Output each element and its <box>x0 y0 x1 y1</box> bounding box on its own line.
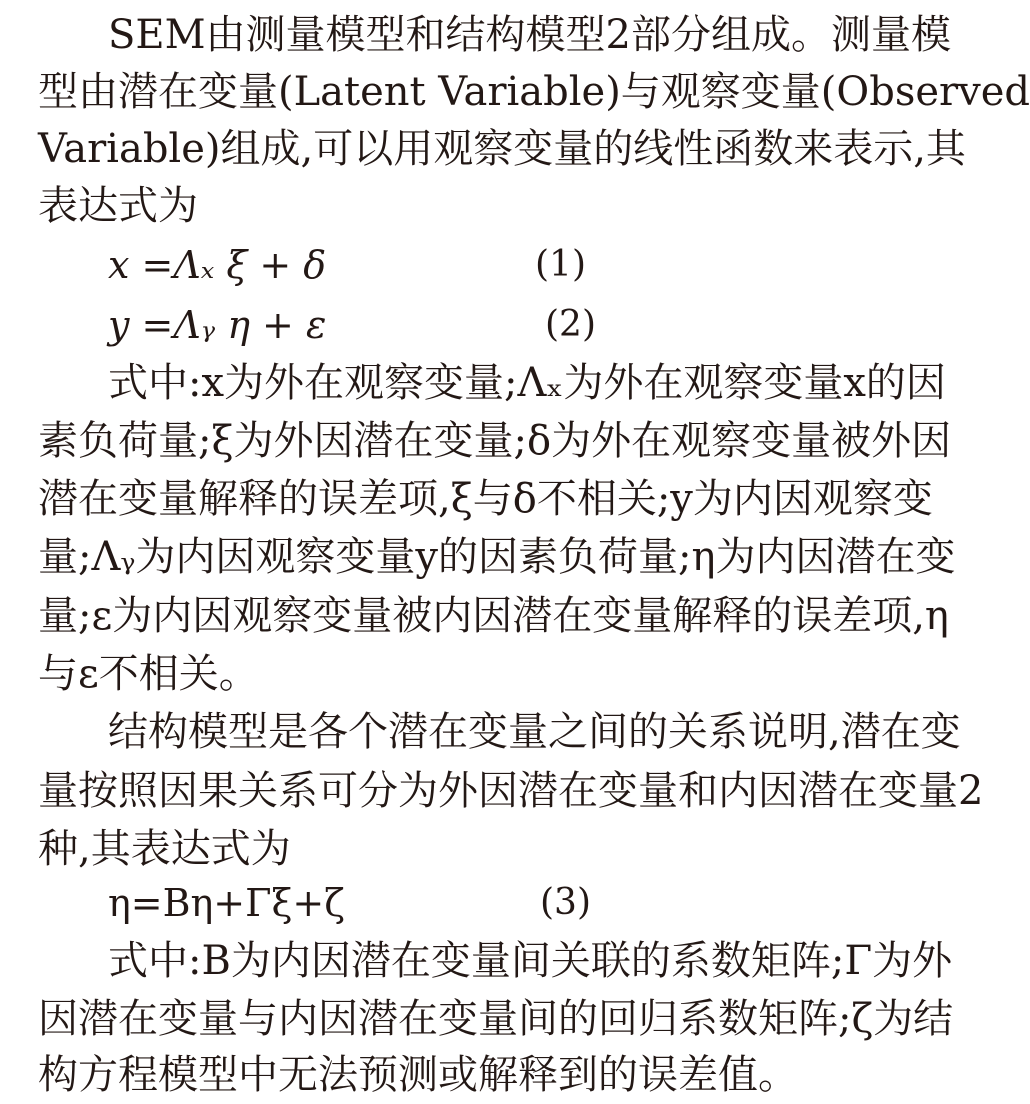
paragraph-3-line-2: 量按照因果关系可分为外因潜在变量和内因潜在变量2 <box>38 768 984 814</box>
paragraph-4-line-2: 因潜在变量与内因潜在变量间的回归系数矩阵;ζ为结 <box>38 996 954 1042</box>
paragraph-4-line-1: 式中:B为内因潜在变量间关联的系数矩阵;Γ为外 <box>108 938 953 984</box>
equation-2-number: (2) <box>545 304 596 345</box>
paragraph-4-line-3: 构方程模型中无法预测或解释到的误差值。 <box>38 1052 798 1098</box>
paragraph-3-line-1: 结构模型是各个潜在变量之间的关系说明,潜在变 <box>108 709 961 755</box>
equation-1: x =Λₓ ξ + δ <box>108 243 327 287</box>
paragraph-2-line-1: 式中:x为外在观察变量;Λₓ为外在观察变量x的因 <box>108 360 946 406</box>
paragraph-2-line-2: 素负荷量;ξ为外因潜在变量;δ为外在观察变量被外因 <box>38 418 952 464</box>
equation-3: η=Bη+Γξ+ζ <box>108 881 345 925</box>
paragraph-2-line-6: 与ε不相关。 <box>38 651 259 697</box>
equation-2: y =Λᵧ η + ε <box>108 303 327 347</box>
paragraph-2-line-5: 量;ε为内因观察变量被内因潜在变量解释的误差项,η <box>38 593 949 639</box>
equation-1-number: (1) <box>535 244 586 285</box>
paragraph-1-line-2: 型由潜在变量(Latent Variable)与观察变量(Observed <box>38 69 1030 115</box>
paragraph-1-line-3: Variable)组成,可以用观察变量的线性函数来表示,其 <box>38 126 966 172</box>
paragraph-2-line-4: 量;Λᵧ为内因观察变量y的因素负荷量;η为内因潜在变 <box>38 534 956 580</box>
paragraph-1-line-1: SEM由测量模型和结构模型2部分组成。测量模 <box>108 12 952 58</box>
equation-3-number: (3) <box>540 882 591 923</box>
paragraph-1-line-4: 表达式为 <box>38 183 198 229</box>
paragraph-3-line-3: 种,其表达式为 <box>38 826 291 872</box>
paragraph-2-line-3: 潜在变量解释的误差项,ξ与δ不相关;y为内因观察变 <box>38 476 933 522</box>
